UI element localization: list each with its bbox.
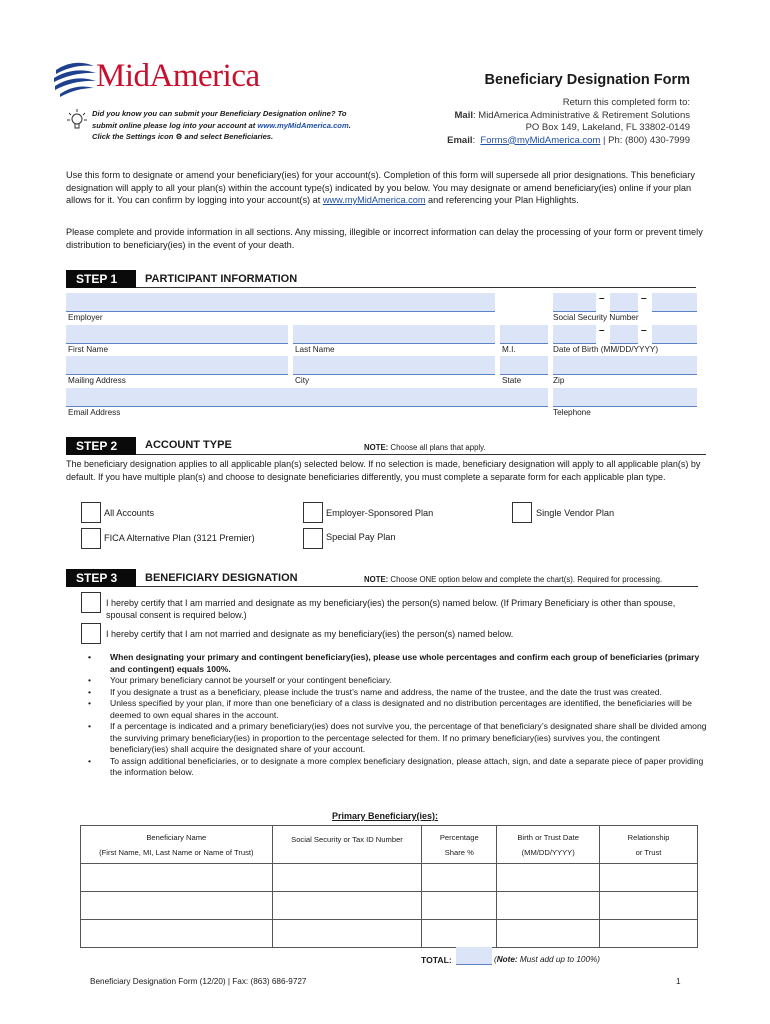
state-field[interactable] [500,356,548,375]
list-item: • Your primary beneficiary cannot be yourself or your contingent beneficiary. [88,675,708,687]
table-header-row [81,826,698,864]
mailing-address-label: Mailing Address [68,376,126,385]
ssn-field-1[interactable] [553,293,596,312]
footer-form-info: Beneficiary Designation Form (12/20) | Fax: (863) 686-9727 [90,977,307,986]
dob-label: Date of Birth (MM/DD/YYYY) [553,345,659,354]
mi-label: M.I. [502,345,516,354]
mailing-address-field[interactable] [66,356,288,375]
last-name-label: Last Name [295,345,335,354]
primary-beneficiary-title: Primary Beneficiary(ies): [331,811,439,821]
first-name-field[interactable] [66,325,288,344]
ssn-dash-1: – [599,293,605,304]
employer-sponsored-checkbox[interactable] [303,502,323,523]
list-item: • If a percentage is indicated and a primary beneficiary(ies) does not survive you, the percentage of that beneficiary’s designated share shall be divided among the surviving primary beneficiary(ies) in proportion to the percentage selected for them. If no primary beneficiary(ies) survives you, the contingent beneficiary(ies) shall acquire the designated share of your account. [88,721,708,756]
page-number: 1 [676,977,681,986]
dob-field-year[interactable] [652,325,697,344]
return-address-block [447,97,690,147]
all-accounts-label: All Accounts [104,508,155,518]
cell-ssn[interactable] [272,864,422,892]
dob-dash-1: – [599,325,605,336]
email-address-field[interactable] [66,388,548,407]
cell-name[interactable] [81,864,273,892]
col-beneficiary-name: Beneficiary Name (First Name, MI, Last Name or Name of Trust) [81,826,273,864]
step2-rule [136,454,706,455]
step2-note: NOTE: Choose all plans that apply. [364,443,486,452]
single-vendor-checkbox[interactable] [512,502,532,523]
cell-relationship[interactable] [600,864,698,892]
list-item: • If you designate a trust as a beneficiary, please include the trust’s name and address, the name of the trustee, and the date the trust was created. [88,687,708,699]
email-link[interactable]: Forms@myMidAmerica.com [480,134,601,146]
total-field[interactable] [456,947,492,965]
total-label: TOTAL: [421,955,452,965]
col-percentage: Percentage Share % [422,826,497,864]
cell-date[interactable] [497,864,600,892]
globe-logo-icon [52,56,98,100]
step1-badge: STEP 1 [66,270,136,288]
cell-name[interactable] [81,920,273,948]
employer-label: Employer [68,313,103,322]
ssn-dash-2: – [641,293,647,304]
online-tip [66,108,366,143]
fica-alternative-checkbox[interactable] [81,528,101,549]
cell-percent[interactable] [422,864,497,892]
telephone-field[interactable] [553,388,697,407]
special-pay-checkbox[interactable] [303,528,323,549]
step2-badge: STEP 2 [66,437,136,455]
cell-percent[interactable] [422,892,497,920]
table-row [81,920,698,948]
return-line: Return this completed form to: [562,97,690,108]
zip-field[interactable] [553,356,697,375]
step1-title: PARTICIPANT INFORMATION [145,273,298,285]
settings-gear-icon: ⚙ [175,132,183,141]
employer-field[interactable] [66,293,495,312]
list-item: • Unless specified by your plan, if more than one beneficiary of a class is designated and no distribution percentages are identified, the beneficiaries will be deemed to own equal shares in the account. [88,698,708,721]
state-label: State [502,376,522,385]
po-box: PO Box 149, Lakeland, FL 33802-0149 [525,122,690,133]
mail-line: Mail: MidAmerica Administrative & Retirement Solutions [454,109,690,121]
ssn-field-3[interactable] [652,293,697,312]
primary-beneficiary-table [80,825,698,948]
intro-link[interactable]: www.myMidAmerica.com [322,195,426,205]
fica-alternative-label: FICA Alternative Plan (3121 Premier) [104,533,255,543]
midamerica-logo [52,56,292,100]
table-row [81,864,698,892]
tip-link[interactable]: www.myMidAmerica.com [257,120,349,130]
not-married-label: I hereby certify that I am not married and designate as my beneficiary(ies) the person(s) named below. [106,629,514,639]
instructions-list [88,652,708,779]
married-label: I hereby certify that I am married and designate as my beneficiary(ies) the person(s) named below. (If Primary Beneficiary is other than spouse, spousal consent is required below.) [106,598,676,620]
cell-relationship[interactable] [600,920,698,948]
step3-rule [136,586,698,587]
tip-line-2: submit online please log into your account at www.myMidAmerica.com. [92,120,351,130]
ssn-field-2[interactable] [610,293,638,312]
total-note: (Note: Must add up to 100%) [494,955,601,964]
step3-badge: STEP 3 [66,569,136,587]
col-birth-trust-date: Birth or Trust Date (MM/DD/YYYY) [497,826,600,864]
married-checkbox[interactable] [81,592,101,613]
cell-ssn[interactable] [272,892,422,920]
tip-line-3: Click the Settings icon ⚙ and select Beneficiaries. [92,132,274,141]
not-married-checkbox[interactable] [81,623,101,644]
mi-field[interactable] [500,325,548,344]
logo-text: MidAmerica [96,58,260,94]
email-address-label: Email Address [68,408,121,417]
cell-date[interactable] [497,892,600,920]
form-title: Beneficiary Designation Form [484,72,690,88]
city-field[interactable] [293,356,495,375]
last-name-field[interactable] [293,325,495,344]
lightbulb-icon [66,108,88,132]
cell-name[interactable] [81,892,273,920]
col-ssn-tax-id: Social Security or Tax ID Number [272,826,422,864]
email-line: Email: Forms@myMidAmerica.com | Ph: (800) 430-7999 [447,134,690,146]
dob-dash-2: – [641,325,647,336]
first-name-label: First Name [68,345,109,354]
ssn-label: Social Security Number [553,313,639,322]
step2-title: ACCOUNT TYPE [145,439,232,451]
cell-date[interactable] [497,920,600,948]
step3-title: BENEFICIARY DESIGNATION [145,572,298,584]
intro-paragraph-2: Please complete and provide information in all sections. Any missing, illegible or incorrect information can delay the processing of your form or prevent timely distribution to beneficiary(ies) in the event of your death. [66,227,703,250]
tip-line-1: Did you know you can submit your Beneficiary Designation online? To [92,109,347,118]
employer-sponsored-label: Employer-Sponsored Plan [326,508,434,518]
zip-label: Zip [553,376,565,385]
list-item: • When designating your primary and contingent beneficiary(ies), please use whole percentages and confirm each group of beneficiaries (primary and contingent) equals 100%. [88,652,708,675]
step2-text: The beneficiary designation applies to all applicable plan(s) selected below. If no selection is made, beneficiary designation will apply to all applicable plan(s) by default. If you have multiple plan(s) and choose to designate beneficiaries differently, you must complete a separate form for each applicable plan type. [66,459,701,482]
list-item: • To assign additional beneficiaries, or to designate a more complex beneficiary designation, please attach, sign, and date a separate piece of paper providing the information below. [88,756,708,779]
step3-note: NOTE: Choose ONE option below and complete the chart(s). Required for processing. [364,575,663,584]
cell-ssn[interactable] [272,920,422,948]
intro-paragraph-1: Use this form to designate or amend your beneficiary(ies) for your account(s). Completion of this form will supersede all prior designations. This beneficiary designation will apply to all your plan(s) within the account type(s) indicated by you below. You may designate or amend beneficiary(ies) online if your plan allows for it. You can confirm by logging into your account(s) at www.myMidAmerica.com and referencing your Plan Highlights. [66,170,695,205]
special-pay-label: Special Pay Plan [326,532,396,542]
city-label: City [295,376,310,385]
cell-relationship[interactable] [600,892,698,920]
dob-field-day[interactable] [610,325,638,344]
telephone-label: Telephone [553,408,591,417]
step1-rule [136,287,696,288]
cell-percent[interactable] [422,920,497,948]
all-accounts-checkbox[interactable] [81,502,101,523]
table-row [81,892,698,920]
col-relationship: Relationship or Trust [600,826,698,864]
dob-field-month[interactable] [553,325,596,344]
single-vendor-label: Single Vendor Plan [536,508,615,518]
